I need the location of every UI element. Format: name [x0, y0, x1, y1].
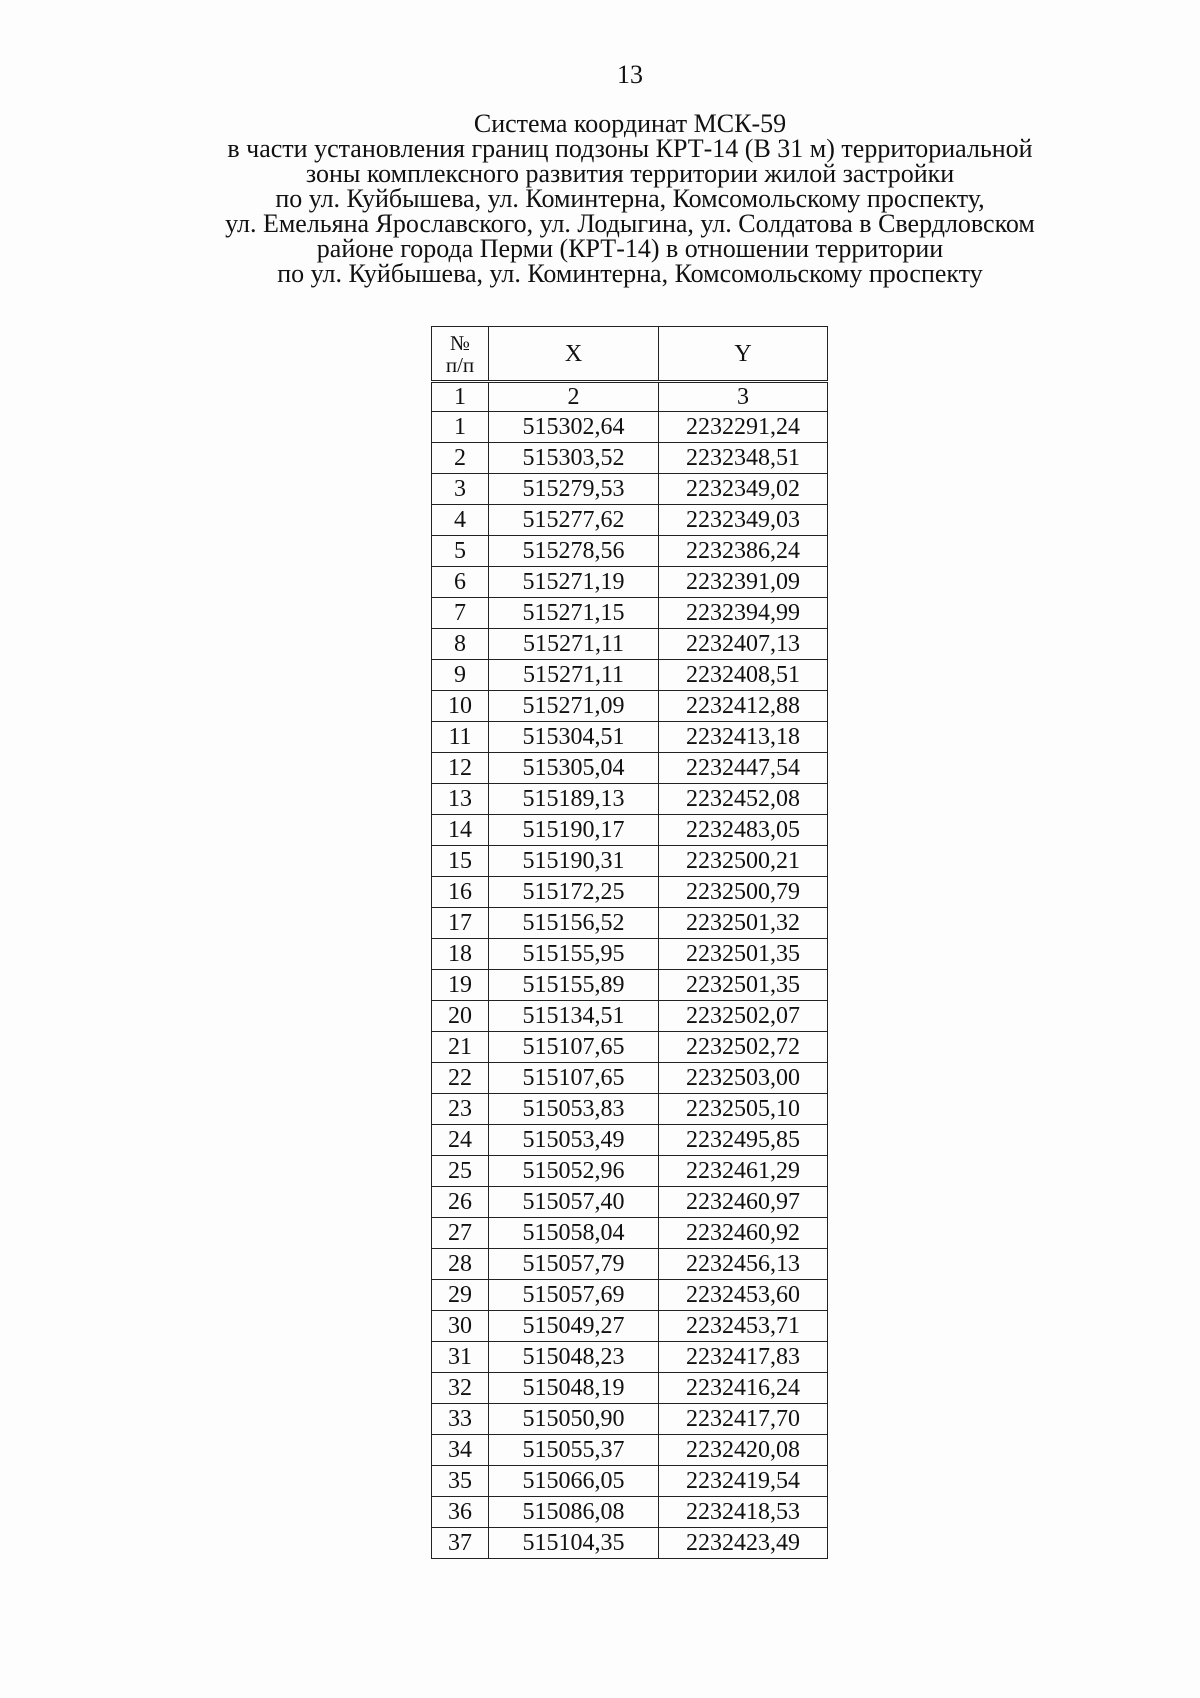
cell-y: 2232460,92 [659, 1218, 828, 1249]
page-number: 13 [617, 60, 643, 89]
cell-y: 2232349,03 [659, 505, 828, 536]
cell-number: 2 [432, 443, 489, 474]
cell-y: 2232394,99 [659, 598, 828, 629]
cell-y: 2232416,24 [659, 1373, 828, 1404]
column-header-number [432, 327, 489, 382]
cell-number: 4 [432, 505, 489, 536]
cell-x: 515189,13 [489, 784, 659, 815]
cell-y: 2232408,51 [659, 660, 828, 691]
table-row [432, 908, 828, 939]
table-row [432, 1187, 828, 1218]
cell-y: 2232348,51 [659, 443, 828, 474]
table-row [432, 1249, 828, 1280]
cell-y: 2232502,72 [659, 1032, 828, 1063]
cell-x: 515271,19 [489, 567, 659, 598]
table-row [432, 1342, 828, 1373]
cell-number: 19 [432, 970, 489, 1001]
table-row [432, 722, 828, 753]
cell-number: 17 [432, 908, 489, 939]
cell-x: 515052,96 [489, 1156, 659, 1187]
coordinates-table [431, 326, 828, 1559]
cell-number: 25 [432, 1156, 489, 1187]
cell-number: 23 [432, 1094, 489, 1125]
cell-number: 20 [432, 1001, 489, 1032]
table-row [432, 939, 828, 970]
cell-y: 2232456,13 [659, 1249, 828, 1280]
cell-x: 515048,23 [489, 1342, 659, 1373]
cell-number: 6 [432, 567, 489, 598]
cell-y: 2232417,70 [659, 1404, 828, 1435]
cell-y: 2232505,10 [659, 1094, 828, 1125]
table-row [432, 629, 828, 660]
cell-y: 2232495,85 [659, 1125, 828, 1156]
cell-number: 8 [432, 629, 489, 660]
cell-number: 7 [432, 598, 489, 629]
cell-number: 32 [432, 1373, 489, 1404]
cell-x: 515107,65 [489, 1063, 659, 1094]
cell-x: 515057,40 [489, 1187, 659, 1218]
heading-line: зоны комплексного развития территории жилой застройки [305, 159, 955, 188]
cell-y: 2232502,07 [659, 1001, 828, 1032]
table-row [432, 1435, 828, 1466]
cell-y: 2232453,71 [659, 1311, 828, 1342]
cell-y: 2232386,24 [659, 536, 828, 567]
column-header-number-line1: № [449, 330, 471, 355]
table-row [432, 877, 828, 908]
table-row [432, 598, 828, 629]
cell-y: 2232419,54 [659, 1466, 828, 1497]
table-row [432, 536, 828, 567]
cell-x: 515107,65 [489, 1032, 659, 1063]
cell-x: 515055,37 [489, 1435, 659, 1466]
cell-number: 22 [432, 1063, 489, 1094]
document-heading [150, 111, 1110, 286]
cell-x: 515278,56 [489, 536, 659, 567]
heading-line: ул. Емельяна Ярославского, ул. Лодыгина, ул. Солдатова в Свердловском [225, 209, 1035, 238]
cell-y: 2232461,29 [659, 1156, 828, 1187]
table-row [432, 505, 828, 536]
cell-x: 515271,09 [489, 691, 659, 722]
heading-line: по ул. Куйбышева, ул. Коминтерна, Комсомольскому проспекту, [275, 184, 985, 213]
cell-number: 10 [432, 691, 489, 722]
cell-number: 36 [432, 1497, 489, 1528]
cell-number: 13 [432, 784, 489, 815]
cell-number: 37 [432, 1528, 489, 1559]
cell-number: 28 [432, 1249, 489, 1280]
table-row [432, 1094, 828, 1125]
cell-x: 515155,95 [489, 939, 659, 970]
table-row [432, 970, 828, 1001]
cell-y: 2232453,60 [659, 1280, 828, 1311]
cell-x: 515104,35 [489, 1528, 659, 1559]
table-row [432, 1063, 828, 1094]
table-row [432, 1404, 828, 1435]
cell-x: 515053,83 [489, 1094, 659, 1125]
cell-number: 21 [432, 1032, 489, 1063]
table-row [432, 443, 828, 474]
table-row [432, 784, 828, 815]
table-row [432, 1156, 828, 1187]
cell-x: 515053,49 [489, 1125, 659, 1156]
cell-y: 2232501,35 [659, 970, 828, 1001]
cell-number: 11 [432, 722, 489, 753]
cell-number: 14 [432, 815, 489, 846]
table-row [432, 567, 828, 598]
cell-y: 2232501,35 [659, 939, 828, 970]
cell-y: 2232291,24 [659, 412, 828, 443]
cell-y: 2232391,09 [659, 567, 828, 598]
cell-number: 29 [432, 1280, 489, 1311]
cell-y: 2232420,08 [659, 1435, 828, 1466]
table-row [432, 1032, 828, 1063]
column-index-cell: 2 [489, 382, 659, 412]
heading-line: в части установления границ подзоны КРТ-14 (В 31 м) территориальной [227, 134, 1033, 163]
table-row [432, 1466, 828, 1497]
cell-number: 9 [432, 660, 489, 691]
table-row [432, 1218, 828, 1249]
column-index-row [432, 382, 828, 412]
cell-x: 515190,31 [489, 846, 659, 877]
cell-y: 2232417,83 [659, 1342, 828, 1373]
table-row [432, 1311, 828, 1342]
column-header-x: X [489, 327, 659, 382]
cell-y: 2232503,00 [659, 1063, 828, 1094]
cell-x: 515305,04 [489, 753, 659, 784]
cell-x: 515134,51 [489, 1001, 659, 1032]
cell-y: 2232500,79 [659, 877, 828, 908]
table-row [432, 1373, 828, 1404]
cell-x: 515303,52 [489, 443, 659, 474]
cell-x: 515066,05 [489, 1466, 659, 1497]
cell-number: 3 [432, 474, 489, 505]
cell-y: 2232500,21 [659, 846, 828, 877]
cell-number: 27 [432, 1218, 489, 1249]
cell-number: 26 [432, 1187, 489, 1218]
cell-y: 2232452,08 [659, 784, 828, 815]
table-row [432, 1280, 828, 1311]
cell-number: 12 [432, 753, 489, 784]
table-row [432, 846, 828, 877]
cell-y: 2232412,88 [659, 691, 828, 722]
table-row [432, 1497, 828, 1528]
column-index-cell: 3 [659, 382, 828, 412]
cell-y: 2232483,05 [659, 815, 828, 846]
table-row [432, 412, 828, 443]
table-row [432, 753, 828, 784]
cell-number: 15 [432, 846, 489, 877]
cell-x: 515277,62 [489, 505, 659, 536]
cell-x: 515050,90 [489, 1404, 659, 1435]
cell-x: 515049,27 [489, 1311, 659, 1342]
cell-number: 30 [432, 1311, 489, 1342]
heading-line: по ул. Куйбышева, ул. Коминтерна, Комсомольскому проспекту [277, 259, 983, 288]
cell-x: 515156,52 [489, 908, 659, 939]
table-row [432, 1528, 828, 1559]
cell-x: 515057,79 [489, 1249, 659, 1280]
cell-x: 515172,25 [489, 877, 659, 908]
heading-line: районе города Перми (КРТ-14) в отношении территории [316, 234, 944, 263]
table-row [432, 660, 828, 691]
table-header-row [432, 327, 828, 382]
table-row [432, 815, 828, 846]
cell-number: 1 [432, 412, 489, 443]
table-body [432, 412, 828, 1559]
cell-x: 515190,17 [489, 815, 659, 846]
column-header-y: Y [659, 327, 828, 382]
cell-x: 515057,69 [489, 1280, 659, 1311]
cell-y: 2232418,53 [659, 1497, 828, 1528]
table-row [432, 474, 828, 505]
cell-number: 18 [432, 939, 489, 970]
column-index-cell: 1 [432, 382, 489, 412]
cell-y: 2232349,02 [659, 474, 828, 505]
cell-x: 515271,11 [489, 660, 659, 691]
cell-y: 2232423,49 [659, 1528, 828, 1559]
cell-number: 33 [432, 1404, 489, 1435]
cell-x: 515058,04 [489, 1218, 659, 1249]
cell-x: 515155,89 [489, 970, 659, 1001]
cell-x: 515302,64 [489, 412, 659, 443]
cell-number: 16 [432, 877, 489, 908]
cell-number: 34 [432, 1435, 489, 1466]
cell-x: 515086,08 [489, 1497, 659, 1528]
table-row [432, 691, 828, 722]
cell-y: 2232460,97 [659, 1187, 828, 1218]
cell-number: 31 [432, 1342, 489, 1373]
cell-x: 515271,15 [489, 598, 659, 629]
table-row [432, 1001, 828, 1032]
cell-y: 2232407,13 [659, 629, 828, 660]
column-header-number-line2: п/п [445, 352, 475, 377]
cell-x: 515304,51 [489, 722, 659, 753]
cell-x: 515048,19 [489, 1373, 659, 1404]
heading-line: Система координат МСК-59 [473, 109, 787, 138]
cell-x: 515279,53 [489, 474, 659, 505]
table-row [432, 1125, 828, 1156]
cell-number: 24 [432, 1125, 489, 1156]
cell-number: 5 [432, 536, 489, 567]
cell-y: 2232447,54 [659, 753, 828, 784]
cell-y: 2232501,32 [659, 908, 828, 939]
cell-x: 515271,11 [489, 629, 659, 660]
cell-y: 2232413,18 [659, 722, 828, 753]
cell-number: 35 [432, 1466, 489, 1497]
